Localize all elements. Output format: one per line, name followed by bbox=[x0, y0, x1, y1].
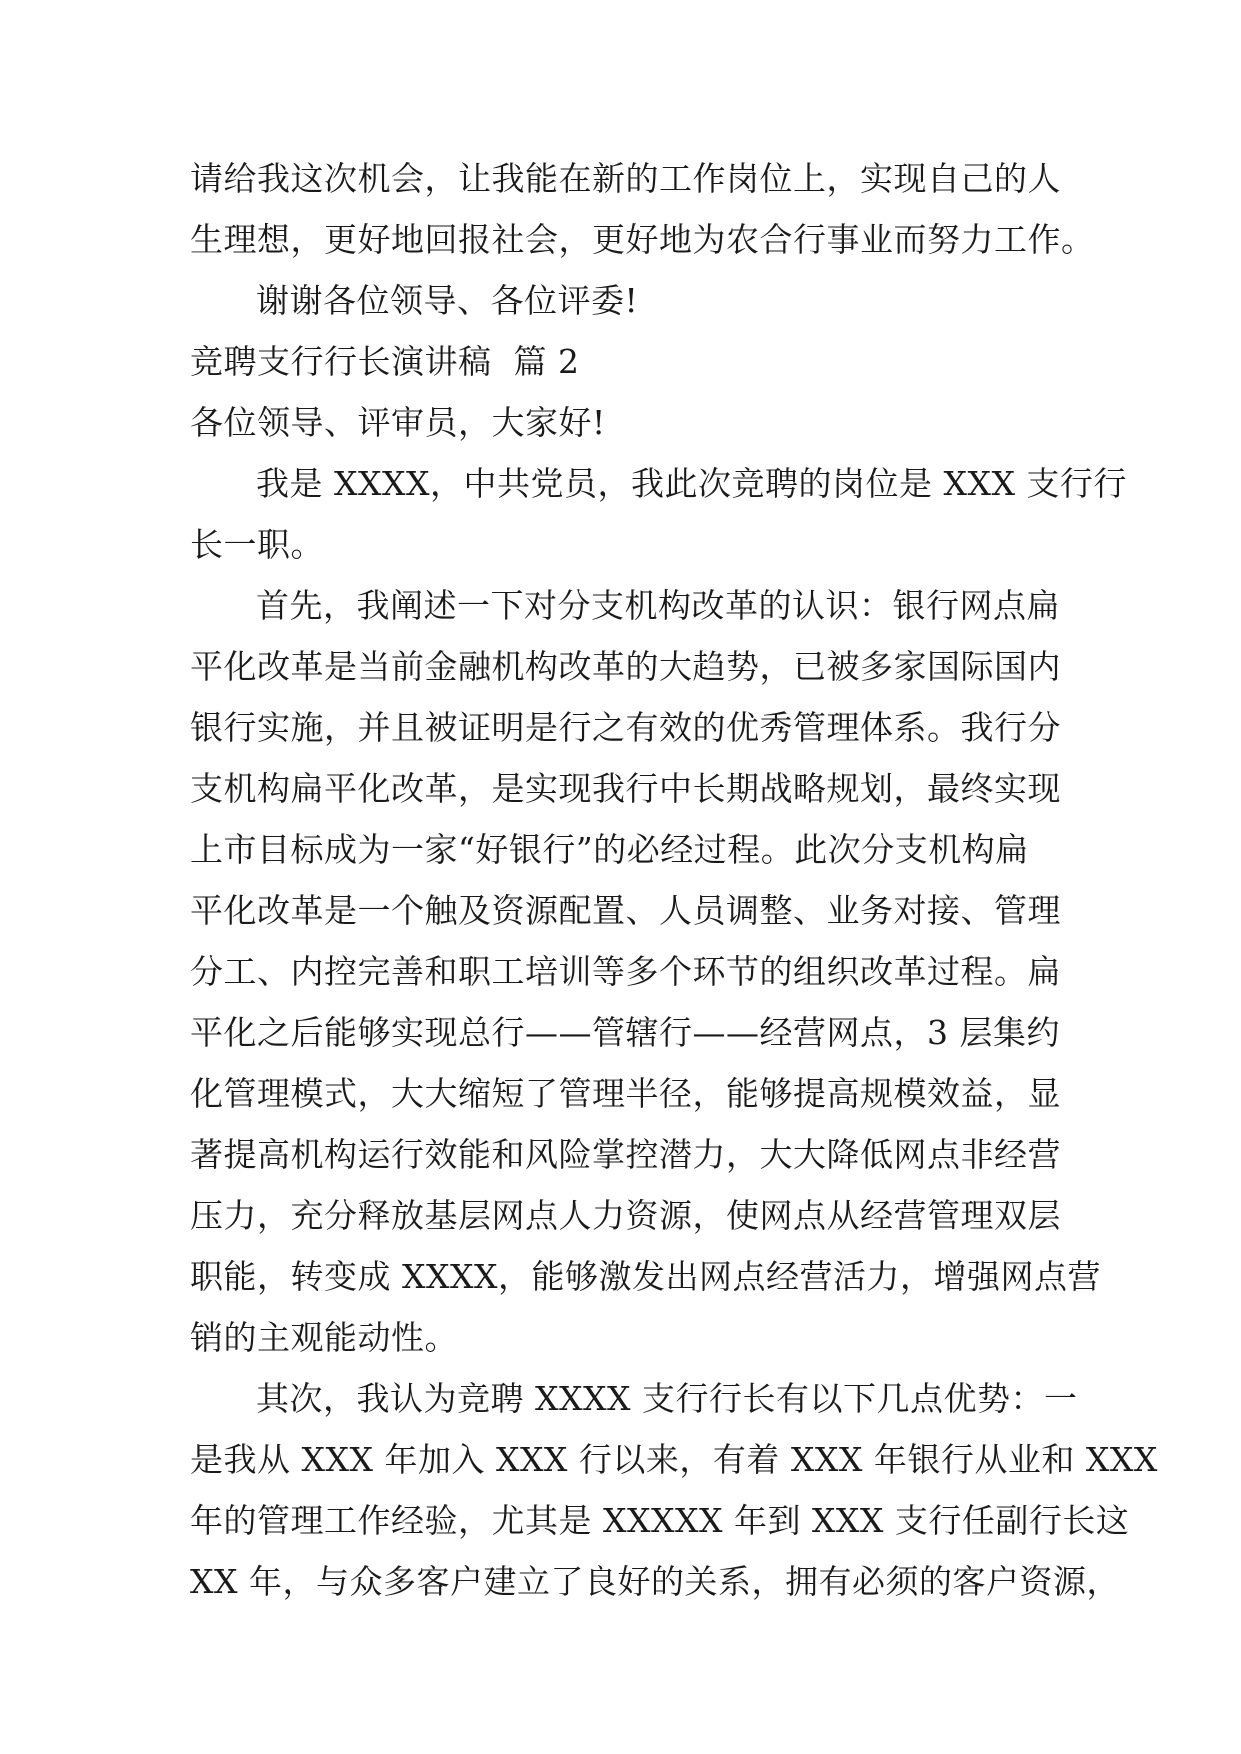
paragraph-closing-request bbox=[190, 148, 1095, 270]
text-line: 年的管理工作经验，尤其是 XXXXX 年到 XXX 支行任副行长这 bbox=[190, 1501, 1130, 1540]
text-line: 请给我这次机会，让我能在新的工作岗位上，实现自己的人 bbox=[190, 159, 1061, 198]
text-line: 银行实施，并且被证明是行之有效的优秀管理体系。我行分 bbox=[190, 708, 1061, 747]
text-line: 平化之后能够实现总行——管辖行——经营网点，3 层集约 bbox=[190, 1013, 1060, 1052]
text-line: 是我从 XXX 年加入 XXX 行以来，有着 XXX 年银行从业和 XXX bbox=[190, 1440, 1158, 1479]
text-line: 支机构扁平化改革，是实现我行中长期战略规划，最终实现 bbox=[190, 769, 1061, 808]
text-line: 平化改革是当前金融机构改革的大趋势，已被多家国际国内 bbox=[190, 647, 1061, 686]
paragraph-first-point bbox=[190, 575, 1101, 1368]
paragraph-intro bbox=[190, 453, 1127, 575]
text-line: 首先，我阐述一下对分支机构改革的认识：银行网点扁 bbox=[256, 586, 1060, 625]
paragraph-second-point bbox=[190, 1368, 1158, 1612]
text-line: 上市目标成为一家“好银行”的必经过程。此次分支机构扁 bbox=[190, 830, 1029, 869]
section-title: 竞聘支行行长演讲稿 篇 2 bbox=[190, 342, 580, 381]
text-line: 生理想，更好地回报社会，更好地为农合行事业而努力工作。 bbox=[190, 220, 1095, 259]
text-line: 分工、内控完善和职工培训等多个环节的组织改革过程。扁 bbox=[190, 952, 1061, 991]
text-line: 销的主观能动性。 bbox=[190, 1318, 458, 1357]
text-line: 平化改革是一个触及资源配置、人员调整、业务对接、管理 bbox=[190, 891, 1061, 930]
text-line: 其次，我认为竞聘 XXXX 支行行长有以下几点优势：一 bbox=[256, 1379, 1078, 1418]
thanks-line: 谢谢各位领导、各位评委! bbox=[256, 281, 639, 320]
text-line: XX 年，与众多客户建立了良好的关系，拥有必须的客户资源， bbox=[190, 1562, 1120, 1601]
text-line: 职能，转变成 XXXX，能够激发出网点经营活力，增强网点营 bbox=[190, 1257, 1101, 1296]
text-line: 我是 XXXX，中共党员，我此次竞聘的岗位是 XXX 支行行 bbox=[256, 464, 1127, 503]
text-line: 长一职。 bbox=[190, 525, 324, 564]
text-line: 化管理模式，大大缩短了管理半径，能够提高规模效益，显 bbox=[190, 1074, 1061, 1113]
text-line: 著提高机构运行效能和风险掌控潜力，大大降低网点非经营 bbox=[190, 1135, 1061, 1174]
greeting-line: 各位领导、评审员，大家好! bbox=[190, 403, 606, 442]
document-page bbox=[190, 148, 1158, 1612]
text-line: 压力，充分释放基层网点人力资源，使网点从经营管理双层 bbox=[190, 1196, 1061, 1235]
